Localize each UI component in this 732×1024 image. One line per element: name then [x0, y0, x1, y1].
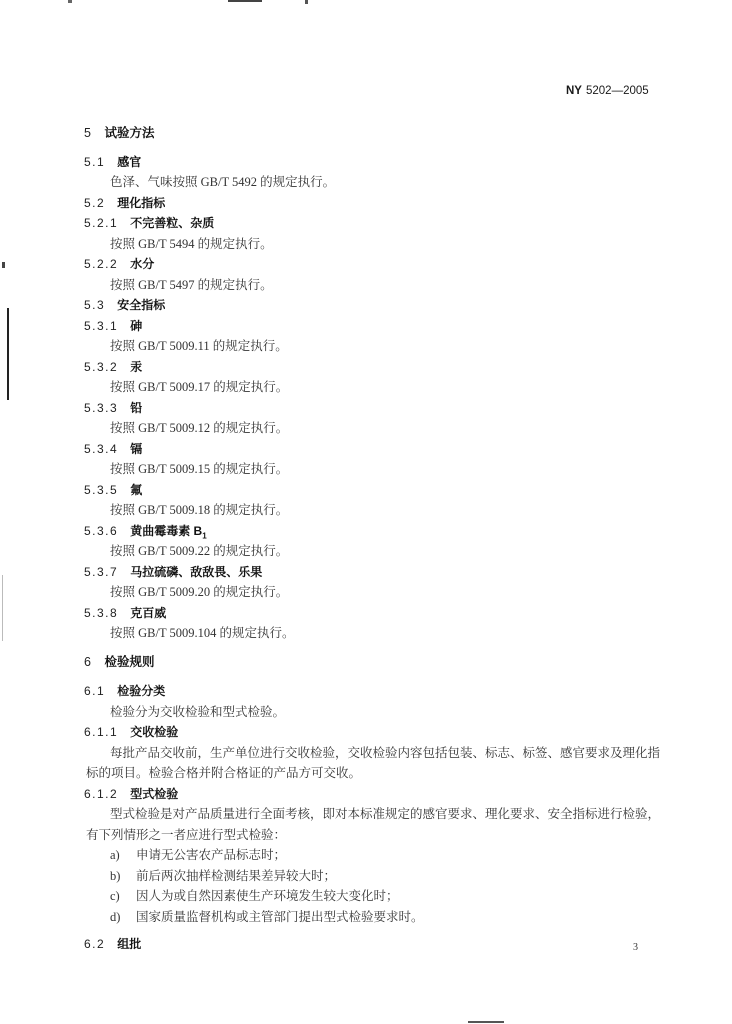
subscript: 1: [202, 531, 207, 541]
subsection-title: 不完善粒、杂质: [130, 216, 215, 231]
subsection-number: 5.3.6: [84, 523, 119, 538]
subsection-number: 5.3.3: [84, 400, 119, 415]
section-heading: [0, 295, 732, 316]
chapter-title: 检验规则: [104, 655, 155, 670]
list-item-text: 申请无公害农产品标志时；: [136, 848, 287, 863]
subsection-title: 镉: [130, 441, 143, 456]
subsection-text: 按照 GB/T 5009.104 的规定执行。: [110, 626, 295, 641]
subsection-number: 5.2.1: [84, 216, 119, 231]
list-item: [0, 845, 732, 866]
section-title: 组批: [117, 937, 142, 952]
list-item-text: 国家质量监督机构或主管部门提出型式检验要求时。: [136, 909, 424, 924]
chapter-heading: [0, 652, 732, 673]
section-heading: [0, 934, 732, 955]
running-head: [566, 83, 649, 99]
paragraph-line: 标的项目。检验合格并附合格证的产品方可交收。: [86, 766, 362, 781]
subsection-title: 汞: [130, 359, 143, 374]
section-heading: [0, 152, 732, 173]
subsection-heading: [0, 213, 732, 234]
standard-code-number: 5202—2005: [585, 85, 649, 97]
subsection-number: 5.3.7: [84, 564, 119, 579]
subsection-number: 5.3.2: [84, 359, 119, 374]
list-item: [0, 866, 732, 887]
scan-mark: [68, 0, 72, 3]
subsection-text: 按照 GB/T 5494 的规定执行。: [110, 236, 273, 251]
section-number: 5.2: [84, 195, 106, 210]
subsection-title: [130, 523, 207, 541]
list-item: [0, 886, 732, 907]
section-title: 检验分类: [117, 684, 166, 699]
section-number: 5.1: [84, 154, 106, 169]
chapter-number: 6: [84, 655, 93, 670]
list-item-text: 因人为或自然因素使生产环境发生较大变化时；: [136, 889, 399, 904]
subsection-text: 按照 GB/T 5009.22 的规定执行。: [110, 544, 289, 559]
paragraph-line: 型式检验是对产品质量进行全面考核，即对本标准规定的感官要求、理化要求、安全指标进行检验，: [110, 807, 661, 822]
subsection-heading: [0, 254, 732, 275]
subsection-heading: [0, 603, 732, 624]
subsection-title: 型式检验: [130, 786, 179, 801]
section-heading: [0, 193, 732, 214]
list-item-label: b): [110, 868, 121, 883]
subsection-heading: [0, 398, 732, 419]
subsection-heading: [0, 439, 732, 460]
list-item: [0, 907, 732, 928]
list-item-label: d): [110, 909, 121, 924]
subsection-number: 5.3.5: [84, 482, 119, 497]
subsection-number: 6.1.1: [84, 725, 119, 740]
subsection-title-text: 黄曲霉毒素 B: [130, 523, 203, 538]
subsection-number: 6.1.2: [84, 786, 119, 801]
subsection-title: 水分: [130, 257, 155, 272]
section-text: 色泽、气味按照 GB/T 5492 的规定执行。: [110, 175, 336, 190]
section-number: 6.1: [84, 684, 106, 699]
document-body: [0, 123, 732, 955]
subsection-text: 按照 GB/T 5009.12 的规定执行。: [110, 421, 289, 436]
subsection-title: 克百威: [130, 605, 167, 620]
chapter-number: 5: [84, 125, 93, 140]
chapter-title: 试验方法: [104, 125, 155, 140]
subsection-title: 交收检验: [130, 725, 179, 740]
subsection-heading: [0, 722, 732, 743]
page-number: 3: [633, 942, 638, 953]
chapter-heading: [0, 123, 732, 144]
subsection-heading: [0, 784, 732, 805]
subsection-text: 按照 GB/T 5009.15 的规定执行。: [110, 462, 289, 477]
scan-mark: [468, 1021, 504, 1023]
subsection-title: 铅: [130, 400, 143, 415]
subsection-title: 氟: [130, 482, 143, 497]
subsection-heading: [0, 316, 732, 337]
subsection-text: 按照 GB/T 5009.20 的规定执行。: [110, 585, 289, 600]
list-item-label: a): [110, 848, 120, 863]
list-item-text: 前后两次抽样检测结果差异较大时；: [136, 868, 337, 883]
subsection-heading: [0, 480, 732, 501]
subsection-heading: [0, 357, 732, 378]
subsection-heading: [0, 562, 732, 583]
section-title: 安全指标: [117, 298, 166, 313]
subsection-number: 5.3.4: [84, 441, 119, 456]
section-text: 检验分为交收检验和型式检验。: [110, 704, 286, 719]
section-number: 5.3: [84, 298, 106, 313]
subsection-heading: [0, 521, 732, 542]
subsection-title: 马拉硫磷、敌敌畏、乐果: [130, 564, 263, 579]
subsection-number: 5.3.8: [84, 605, 119, 620]
scan-mark: [305, 0, 308, 4]
subsection-title: 砷: [130, 318, 143, 333]
subsection-number: 5.2.2: [84, 257, 119, 272]
subsection-number: 5.3.1: [84, 318, 119, 333]
section-number: 6.2: [84, 937, 106, 952]
section-title: 理化指标: [117, 195, 166, 210]
paragraph-line: 有下列情形之一者应进行型式检验：: [86, 827, 287, 842]
subsection-text: 按照 GB/T 5009.11 的规定执行。: [110, 339, 288, 354]
subsection-text: 按照 GB/T 5009.18 的规定执行。: [110, 503, 289, 518]
scan-mark: [228, 0, 262, 2]
list-item-label: c): [110, 889, 120, 904]
subsection-text: 按照 GB/T 5497 的规定执行。: [110, 277, 273, 292]
standard-code-prefix: NY: [566, 85, 582, 97]
section-heading: [0, 681, 732, 702]
paragraph-line: 每批产品交收前，生产单位进行交收检验，交收检验内容包括包装、标志、标签、感官要求及理化指: [110, 745, 661, 760]
section-title: 感官: [117, 154, 142, 169]
subsection-text: 按照 GB/T 5009.17 的规定执行。: [110, 380, 289, 395]
